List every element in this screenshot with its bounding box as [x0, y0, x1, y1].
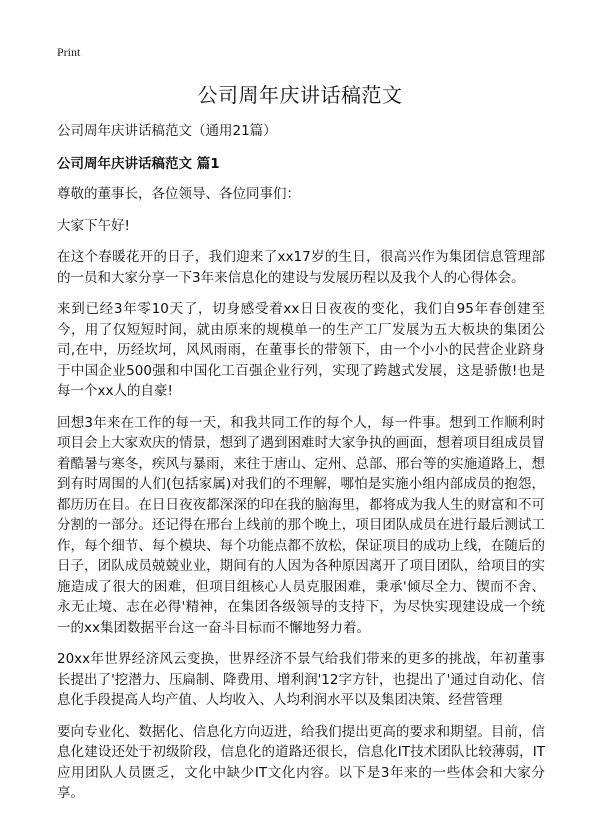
paragraph-recollection: 回想3年来在工作的每一天，和我共同工作的每个人，每一件事。想到工作顺利时项目会上大家欢庆的情景，想到了遇到困难时大家争执的画面，想着项目组成员冒着酷暑与寒冬，疾风与暴雨，来往于唐山、定州、总部、邢台等的实施道路上，想到有时周围的人们(包括家属)对我们的不理解，哪怕是实施小组内部成员的抱怨，都历历在目。在日日夜夜都深深的印在我的脑海里，都将成为我人生的财富和不可分割的一部分。还记得在邢台上线前的那个晚上，项目团队成员在进行最后测试工作，每个细节、每个模块、每个功能点都不放松，保证项目的成功上线，在随后的日子，团队成员兢兢业业，期间有的人因为各种原因离开了项目团队，给项目的实施造成了很大的困难，但项目组核心人员克服困难，秉承'倾尽全力、锲而不舍、永无止境、志在必得'精神，在集团各级领导的支持下，为尽快实现建设成一个统一的xx集团数据平台这一奋斗目标而不懈地努力着。: [57, 414, 545, 636]
paragraph-intro: 在这个春暖花开的日子，我们迎来了xx17岁的生日，很高兴作为集团信息管理部的一员和大家分享一下3年来信息化的建设与发展历程以及我个人的心得体会。: [57, 249, 545, 286]
document-body: [57, 121, 545, 815]
paragraph-history: 来到已经3年零10天了，切身感受着xx日日夜夜的变化，我们自95年春创建至今，用了仅短短时间，就由原来的规模单一的生产工厂发展为五大板块的集团公司,在中，历经坎坷，风风雨雨，在董事长的带领下，由一个小小的民营企业跻身于中国企业500强和中国化工百强企业行列，实现了跨越式发展，这是骄傲!也是每一个xx人的自豪!: [57, 301, 545, 399]
paragraph-economy: 20xx年世界经济风云变换，世界经济不景气给我们带来的更多的挑战，年初董事长提出了'挖潜力、压扁制、降费用、增利润'12字方针，也提出了'通过自动化、信息化手段提高人均产值、人均收入、人均利润水平以及集团决策、经营管理: [57, 651, 545, 708]
paragraph-direction: 要向专业化、数据化、信息化方向迈进，给我们提出更高的要求和期望。目前，信息化建设还处于初级阶段，信息化的道路还很长，信息化IT技术团队比较薄弱，IT应用团队人员匮乏，文化中缺少IT文化内容。以下是3年来的一些体会和大家分享。: [57, 723, 545, 801]
section-heading: 公司周年庆讲话稿范文 篇1: [57, 156, 220, 172]
document-subtitle: 公司周年庆讲话稿范文（通用21篇）: [57, 123, 277, 139]
document-title: 公司周年庆讲话稿范文: [197, 83, 403, 107]
print-link[interactable]: Print: [57, 45, 81, 59]
paragraph-greeting: 大家下午好!: [57, 217, 130, 234]
paragraph-salutation: 尊敬的董事长，各位领导、各位同事们：: [57, 186, 300, 202]
